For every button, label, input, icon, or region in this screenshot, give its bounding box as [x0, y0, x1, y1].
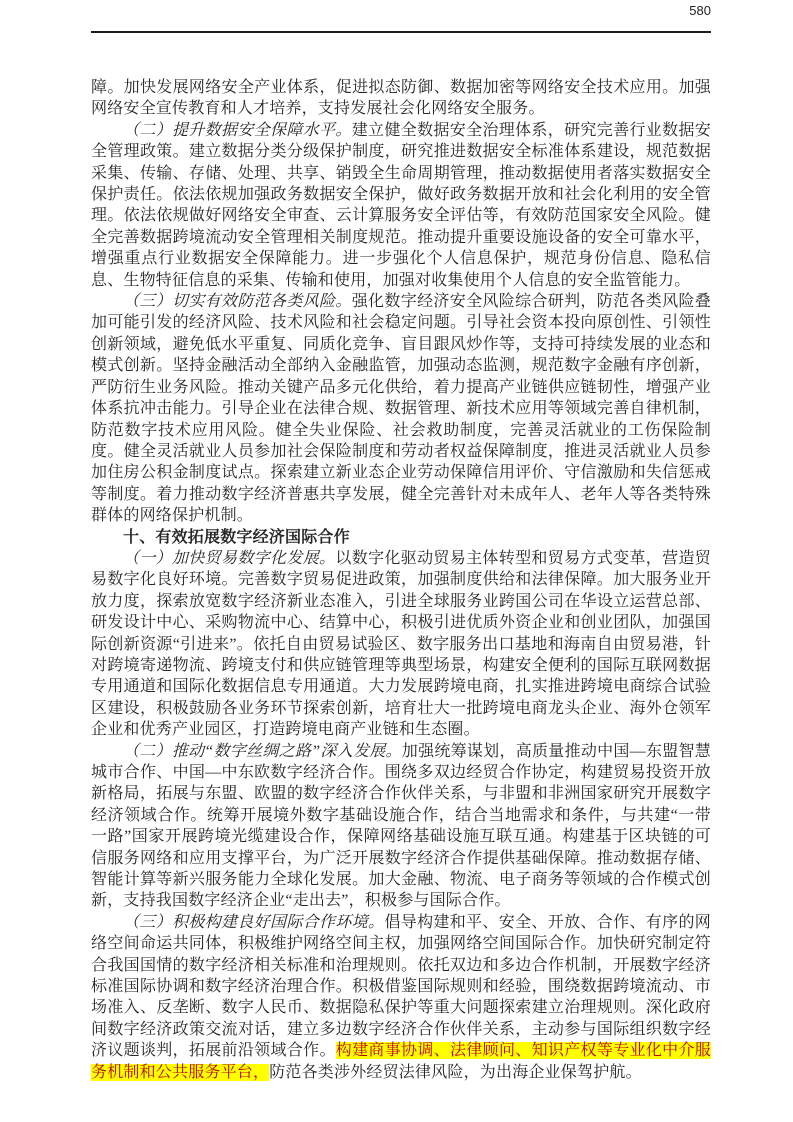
body-text: 倡导构建和平、安全、开放、合作、有序的网络空间命运共同体，积极维护网络空间主权，加强网络空间国际合作。加快研究制定符合我国国情的数字经济相关标准和治理规则。依托双边和多边合作机制，开展数字经济标准国际协调和数字经济治理合作。积极借鉴国际规则和经验，围绕数据跨境流动、市场准入、反垄断、数字人民币、数据隐私保护等重大问题探索建立治理规则。深化政府间数字经济政策交流对话，建立多边数字经济合作伙伴关系，主动参与国际组织数字经济议题谈判，拓展前沿领域合作。: [91, 913, 711, 1060]
paragraph: [91, 548, 711, 741]
header-rule: [91, 31, 711, 33]
body-text: 以数字化驱动贸易主体转型和贸易方式变革，营造贸易数字化良好环境。完善数字贸易促进政策，加强制度供给和法律保障。加大服务业开放力度，探索放宽数字经济新业态准入，引进全球服务业跨国公司在华设立运营总部、研发设计中心、采购物流中心、结算中心，积极引进优质外资企业和创业团队，加强国际创新资源“引进来”。依托自由贸易试验区、数字服务出口基地和海南自由贸易港，针对跨境寄递物流、跨境支付和供应链管理等典型场景，构建安全便利的国际互联网数据专用通道和国际化数据信息专用通道。大力发展跨境电商，扎实推进跨境电商综合试验区建设，积极鼓励各业务环节探索创新，培育壮大一批跨境电商龙头企业、海外仓领军企业和优秀产业园区，打造跨境电商产业链和生态圈。: [91, 549, 711, 739]
paragraph: [91, 77, 711, 120]
subsection-lead-in: （一）加快贸易数字化发展。: [123, 549, 336, 567]
body-text: 强化数字经济安全风险综合研判，防范各类风险叠加可能引发的经济风险、技术风险和社会稳定问题。引导社会资本投向原创性、引领性创新领域，避免低水平重复、同质化竞争、盲目跟风炒作等，支持可持续发展的业态和模式创新。坚持金融活动全部纳入金融监管，加强动态监测，规范数字金融有序创新，严防衍生业务风险。推动关键产品多元化供给，着力提高产业链供应链韧性，增强产业体系抗冲击能力。引导企业在法律合规、数据管理、新技术应用等领域完善自律机制，防范数字技术应用风险。健全失业保险、社会救助制度，完善灵活就业的工伤保险制度。健全灵活就业人员参加社会保险制度和劳动者权益保障制度，推进灵活就业人员参加住房公积金制度试点。探索建立新业态企业劳动保障信用评价、守信激励和失信惩戒等制度。着力推动数字经济普惠共享发展，健全完善针对未成年人、老年人等各类特殊群体的网络保护机制。: [91, 293, 711, 525]
page-number: 580: [689, 3, 711, 18]
paragraph: [91, 291, 711, 526]
body-text: 十、有效拓展数字经济国际合作: [123, 528, 350, 546]
body-text: 障。加快发展网络安全产业体系，促进拟态防御、数据加密等网络安全技术应用。加强网络安全宣传教育和人才培养，支持发展社会化网络安全服务。: [91, 79, 711, 118]
subsection-lead-in: （二）提升数据安全保障水平。: [123, 121, 352, 139]
body-text: 防范各类涉外经贸法律风险，为出海企业保驾护航。: [269, 1063, 642, 1081]
subsection-lead-in: （三）切实有效防范各类风险。: [123, 293, 352, 311]
paragraph: [91, 912, 711, 1083]
paragraph: [91, 120, 711, 291]
section-heading: [91, 527, 711, 548]
subsection-lead-in: （二）推动“数字丝绸之路”深入发展。: [123, 742, 402, 760]
subsection-lead-in: （三）积极构建良好国际合作环境。: [123, 913, 385, 931]
body-text: 加强统筹谋划，高质量推动中国—东盟智慧城市合作、中国—中东欧数字经济合作。围绕多双边经贸合作协定，构建贸易投资开放新格局，拓展与东盟、欧盟的数字经济合作伙伴关系，与非盟和非洲国家研究开展数字经济领域合作。统筹开展境外数字基础设施合作，结合当地需求和条件，与共建“一带一路”国家开展跨境光缆建设合作，保障网络基础设施互联互通。构建基于区块链的可信服务网络和应用支撑平台，为广泛开展数字经济合作提供基础保障。推动数据存储、智能计算等新兴服务能力全球化发展。加大金融、物流、电子商务等领域的合作模式创新，支持我国数字经济企业“走出去”，积极参与国际合作。: [91, 742, 711, 910]
document-content: [91, 77, 711, 1083]
paragraph: [91, 741, 711, 912]
body-text: 建立健全数据安全治理体系，研究完善行业数据安全管理政策。建立数据分类分级保护制度，研究推进数据安全标准体系建设，规范数据采集、传输、存储、处理、共享、销毁全生命周期管理，推动数据使用者落实数据安全保护责任。依法依规加强政务数据安全保护，做好政务数据开放和社会化利用的安全管理。依法依规做好网络安全审查、云计算服务安全评估等，有效防范国家安全风险。健全完善数据跨境流动安全管理相关制度规范。推动提升重要设施设备的安全可靠水平，增强重点行业数据安全保障能力。进一步强化个人信息保护，规范身份信息、隐私信息、生物特征信息的采集、传输和使用，加强对收集使用个人信息的安全监管能力。: [91, 121, 711, 289]
highlighted-text: 构建商事协调、法律顾问、知识产权等专业化中介服务机制和公共服务平台，: [91, 1042, 711, 1081]
